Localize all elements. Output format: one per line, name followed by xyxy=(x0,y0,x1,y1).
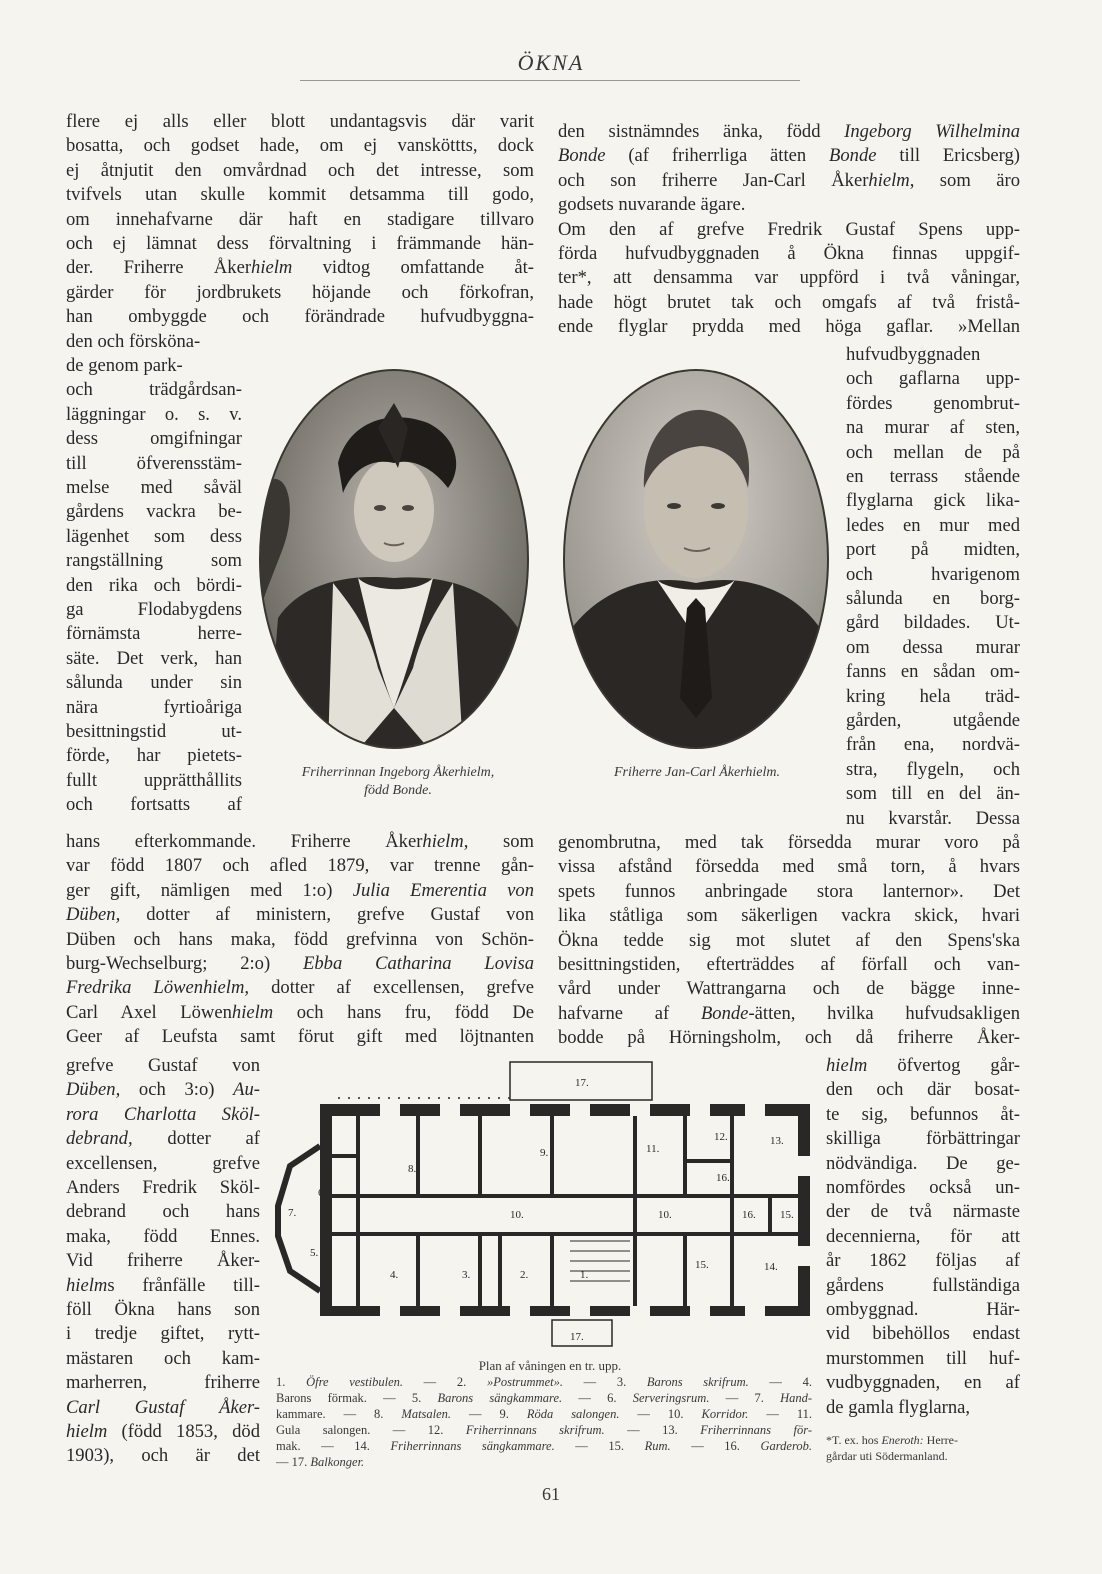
rc-full-line: vård under Wattrangarna och de bägge inne- xyxy=(558,978,1020,1000)
rc-bot-line: nödvändiga. De ge- xyxy=(826,1152,1020,1174)
rc-nar-line: och hvarigenom xyxy=(846,563,1020,585)
lc-top-line: dess omgifningar xyxy=(66,428,242,450)
lc-bot-line: i tredje giftet, rytt- xyxy=(66,1323,260,1345)
room-label-14: 14. xyxy=(764,1261,778,1273)
portrait-jan-carl-akerhielm xyxy=(562,368,830,750)
room-label-10a: 10. xyxy=(510,1209,524,1221)
room-label-9: 9. xyxy=(540,1147,549,1159)
lc-top-line: flere ej alls eller blott undantagsvis där varit xyxy=(66,111,534,132)
rc-top-line: ende flyglar prydda med höga gaflar. »Mellan xyxy=(558,316,1020,338)
lc-full-line: Düben och hans maka, född grefvinna von Schön- xyxy=(66,928,534,950)
rc-bot-line: hielm öfvertog går- xyxy=(826,1055,1020,1076)
room-label-11: 11. xyxy=(646,1143,660,1155)
floor-plan xyxy=(270,1056,820,1348)
lc-top-line: och ej lämnat dess förvaltning i främmande hän- xyxy=(66,233,534,254)
rc-full-line: genombrutna, med tak försedda murar voro på xyxy=(558,832,1020,853)
room-label-2: 2. xyxy=(520,1269,529,1281)
rc-bot-line: de gamla flyglarna, xyxy=(826,1396,971,1418)
caption-left-line-2: född Bonde. xyxy=(364,783,432,798)
lc-top-line: sålunda under sin xyxy=(66,672,242,694)
rc-nar-line: gården, utgående xyxy=(846,710,1020,731)
lc-top-line: läggningar o. s. v. xyxy=(66,403,242,425)
lc-top-line: rangställning som xyxy=(66,550,242,572)
rc-bot-line: vudbyggnaden, en af xyxy=(826,1372,1020,1394)
footnote-line: *T. ex. hos Eneroth: Herre- xyxy=(826,1433,958,1447)
room-label-13: 13. xyxy=(770,1135,784,1147)
lc-top-line: melse med såväl xyxy=(66,477,242,498)
west-bay xyxy=(278,1146,320,1291)
room-label-8: 8. xyxy=(408,1163,417,1175)
rc-bot-line: der de två närmaste xyxy=(826,1201,1020,1223)
room-label-15a: 15. xyxy=(695,1259,709,1271)
plan-legend-line: mak. — 14. Friherrinnans sängkammare. — 15. Rum. — 16. Garderob. xyxy=(276,1439,813,1453)
rc-nar-line: ledes en mur med xyxy=(846,514,1020,536)
rc-nar-line: som till en del än- xyxy=(846,783,1020,805)
plan-legend-line: 1. Öfre vestibulen. — 2. »Postrummet». — 3. Barons skrifrum. — 4. xyxy=(276,1375,812,1389)
lc-full-line: Carl Axel Löwenhielm och hans fru, född De xyxy=(66,1001,535,1023)
rc-nar-line: fanns en sådan om- xyxy=(846,661,1020,683)
lc-bot-line: debrand, dotter af xyxy=(66,1128,260,1150)
lc-full-line: ger gift, nämligen med 1:o) Julia Emerentia von xyxy=(66,879,534,901)
rc-nar-line: från ena, nordvä- xyxy=(846,734,1020,756)
rc-bot-line: murstommen till huf- xyxy=(826,1347,1020,1369)
caption-left-line-1: Friherrinnan Ingeborg Åkerhielm, xyxy=(301,765,495,780)
rc-bot-line: ombyggnad. Här- xyxy=(826,1299,1020,1320)
lc-full-line: var född 1807 och afled 1879, var trenne gån- xyxy=(66,855,534,877)
lc-bot-line: excellensen, grefve xyxy=(66,1152,260,1174)
lc-top-line: lägenhet som dess xyxy=(66,525,242,547)
rc-nar-line: och gaflarna upp- xyxy=(846,368,1020,390)
rc-top-line: Bonde (af friherrliga ätten Bonde till Ericsberg) xyxy=(558,145,1020,167)
rc-top-line: ter*, att densamma var uppförd i två våningar, xyxy=(558,267,1020,289)
lc-bot-line: Düben, och 3:o) Au- xyxy=(66,1079,260,1101)
rc-bot-line: nomfördes också un- xyxy=(826,1177,1020,1198)
room-label-15b: 15. xyxy=(780,1209,794,1221)
rc-nar-line: en terrass stående xyxy=(846,466,1020,487)
room-label-3: 3. xyxy=(462,1269,471,1281)
lc-top-line: den rika och bördi- xyxy=(66,574,242,596)
lc-full-line: Geer af Leufsta samt förut gift med löjtnanten xyxy=(66,1026,534,1048)
rc-bot-line: vid bibehöllos endast xyxy=(826,1323,1020,1345)
room-label-6: 6. xyxy=(318,1187,327,1199)
lc-bot-line: rora Charlotta Sköl- xyxy=(66,1103,260,1125)
room-label-10b: 10. xyxy=(658,1209,672,1221)
lc-full-line: Fredrika Löwenhielm, dotter af excellensen, grefve xyxy=(66,977,534,999)
room-label-12: 12. xyxy=(714,1131,728,1143)
lc-top-line: säte. Det verk, han xyxy=(66,647,242,669)
rc-full-line: lika ståtliga som säkerligen vackra skick, hvari xyxy=(558,905,1020,927)
rc-bot-line: te sig, befunnos åt- xyxy=(826,1103,1020,1125)
lc-top-line: der. Friherre Åkerhielm vidtog omfattande åt- xyxy=(66,257,534,279)
running-header: ÖKNA xyxy=(517,50,585,75)
rc-nar-line: port på midten, xyxy=(846,539,1020,561)
rc-full-line: hafvarne af Bonde-ätten, hvilka hufvudsakligen xyxy=(558,1002,1020,1024)
lc-top-line: nära fyrtioåriga xyxy=(66,696,242,718)
lc-top-line: han ombyggde och förändrade hufvudbyggna- xyxy=(66,306,534,328)
rc-nar-line: och mellan de på xyxy=(846,441,1020,463)
plan-title: Plan af våningen en tr. upp. xyxy=(478,1358,622,1373)
lc-top-line: och fortsatts af xyxy=(66,794,242,816)
rc-full-line: vissa afstånd försedda med små torn, å hvars xyxy=(558,856,1020,878)
lc-full-line: burg-Wechselburg; 2:o) Ebba Catharina Lovisa xyxy=(66,953,534,974)
footnote-line: gårdar uti Södermanland. xyxy=(826,1449,948,1463)
wall-east xyxy=(798,1104,810,1316)
rc-top-line: och son friherre Jan-Carl Åkerhielm, som äro xyxy=(558,169,1020,191)
rc-top-line: hade högt brutet tak och omgafs af två fristå- xyxy=(558,291,1020,313)
rc-nar-line: flyglarna gick lika- xyxy=(846,490,1020,512)
plan-legend-line: — 17. Balkonger. xyxy=(276,1455,365,1469)
rc-nar-line: kring hela träd- xyxy=(846,685,1020,707)
rc-full-line: bodde på Hörningsholm, och då friherre Åker- xyxy=(558,1027,1020,1049)
rc-bot-line: gårdens fullständiga xyxy=(826,1274,1020,1296)
rc-top-line: Om den af grefve Fredrik Gustaf Spens upp- xyxy=(558,218,1020,240)
rc-bot-line: den och där bosat- xyxy=(826,1079,1020,1101)
rc-full-line: besittningstiden, efterträddes af förfall och van- xyxy=(558,954,1020,975)
lc-bot-line: Carl Gustaf Åker- xyxy=(66,1396,260,1418)
plan-legend-line: Barons förmak. — 5. Barons sängkammare. — 6. Serveringsrum. — 7. Hand- xyxy=(276,1391,813,1405)
room-label-17b: 17. xyxy=(570,1331,584,1343)
lc-top-line: bosatta, och godset hade, om ej vansköttts, dock xyxy=(66,135,534,157)
lc-top-line: gårdens vackra be- xyxy=(66,501,242,523)
lc-top-line: och trädgårdsan- xyxy=(66,379,242,401)
rc-bot-line: år 1862 följas af xyxy=(826,1250,1020,1272)
lc-bot-line: marherren, friherre xyxy=(66,1372,260,1394)
room-label-16b: 16. xyxy=(742,1209,756,1221)
page-number: 61 xyxy=(542,1484,560,1504)
lc-top-line: gärder för jordbrukets höjande och förkofran, xyxy=(66,281,534,303)
portrait-ingeborg-akerhielm xyxy=(258,368,530,750)
rc-nar-line: na murar af sten, xyxy=(846,417,1020,439)
lc-bot-line: grefve Gustaf von xyxy=(66,1055,260,1076)
rc-nar-line: gård bildades. Ut- xyxy=(846,612,1020,634)
lc-bot-line: hielm (född 1853, död xyxy=(66,1421,260,1442)
rc-top-line: den sistnämndes änka, född Ingeborg Wilhelmina xyxy=(558,121,1020,142)
rc-bot-line: skilliga förbättringar xyxy=(826,1128,1020,1150)
rc-bot-line: decennierna, för att xyxy=(826,1225,1020,1247)
portrait-caption-right: Friherre Jan-Carl Åkerhielm. xyxy=(613,765,781,780)
room-label-7: 7. xyxy=(288,1207,297,1219)
plan-legend-line: Gula salongen. — 12. Friherrinnans skrifrum. — 13. Friherrinnans för- xyxy=(276,1423,812,1437)
lc-top-line: ga Flodabygdens xyxy=(66,599,242,620)
lc-bot-line: föll Ökna hans son xyxy=(66,1299,260,1320)
room-label-16a: 16. xyxy=(716,1172,730,1184)
rc-top-line: förda hufvudbyggnaden å Ökna finnas uppgif- xyxy=(558,243,1020,264)
rc-nar-line: om dessa murar xyxy=(846,636,1020,658)
portrait-caption-left xyxy=(254,764,542,800)
room-label-17a: 17. xyxy=(575,1077,589,1089)
lc-top-line: fullt upprätthållits xyxy=(66,769,242,791)
room-label-1: 1. xyxy=(580,1269,589,1281)
lc-top-line: besittningstid ut- xyxy=(66,721,242,742)
lc-full-line: hans efterkommande. Friherre Åkerhielm, som xyxy=(66,831,535,852)
header-rule xyxy=(300,80,800,81)
rc-nar-line: stra, flygeln, och xyxy=(846,758,1020,780)
lc-top-line: förde, har pietets- xyxy=(66,745,242,767)
room-label-5: 5. xyxy=(310,1247,319,1259)
lc-top-line: ej åtnjutit den omvårdnad och det intresse, som xyxy=(66,159,534,181)
rc-nar-line: sålunda en borg- xyxy=(846,588,1020,609)
lc-bot-line: debrand och hans xyxy=(66,1201,260,1223)
rc-full-line: Ökna tedde sig mot slutet af den Spens'ska xyxy=(558,929,1020,951)
lc-top-line: tvifvels utan skulle kommit detsamma till godo, xyxy=(66,184,534,206)
plan-legend-line: kammare. — 8. Matsalen. — 9. Röda salongen. — 10. Korridor. — 11. xyxy=(276,1407,812,1421)
lc-bot-line: 1903), och är det xyxy=(66,1445,260,1467)
lc-top-line: den och försköna- xyxy=(66,330,201,352)
room-label-4: 4. xyxy=(390,1269,399,1281)
lc-bot-line: maka, född Ennes. xyxy=(66,1225,260,1247)
rc-nar-line: nu kvarstår. Dessa xyxy=(846,807,1020,829)
rc-top-line: godsets nuvarande ägare. xyxy=(558,194,746,216)
lc-bot-line: Vid friherre Åker- xyxy=(66,1250,260,1272)
lc-bot-line: mästaren och kam- xyxy=(66,1347,260,1369)
wall-west xyxy=(320,1104,332,1316)
lc-bot-line: Anders Fredrik Sköl- xyxy=(66,1177,260,1198)
rc-nar-line: hufvudbyggnaden xyxy=(846,344,981,365)
lc-bot-line: hielms frånfälle till- xyxy=(66,1274,260,1296)
lc-full-line: Düben, dotter af ministern, grefve Gustaf von xyxy=(66,904,534,926)
rc-nar-line: fördes genombrut- xyxy=(846,392,1020,414)
lc-top-line: till öfverensstäm- xyxy=(66,452,242,474)
lc-top-line: förnämsta herre- xyxy=(66,623,242,645)
lc-top-line: de genom park- xyxy=(66,355,183,376)
rc-full-line: spets funnos anbringade stora lanternor». Det xyxy=(558,880,1020,902)
lc-top-line: om innehafvarne där haft en stadigare tillvaro xyxy=(66,208,534,230)
